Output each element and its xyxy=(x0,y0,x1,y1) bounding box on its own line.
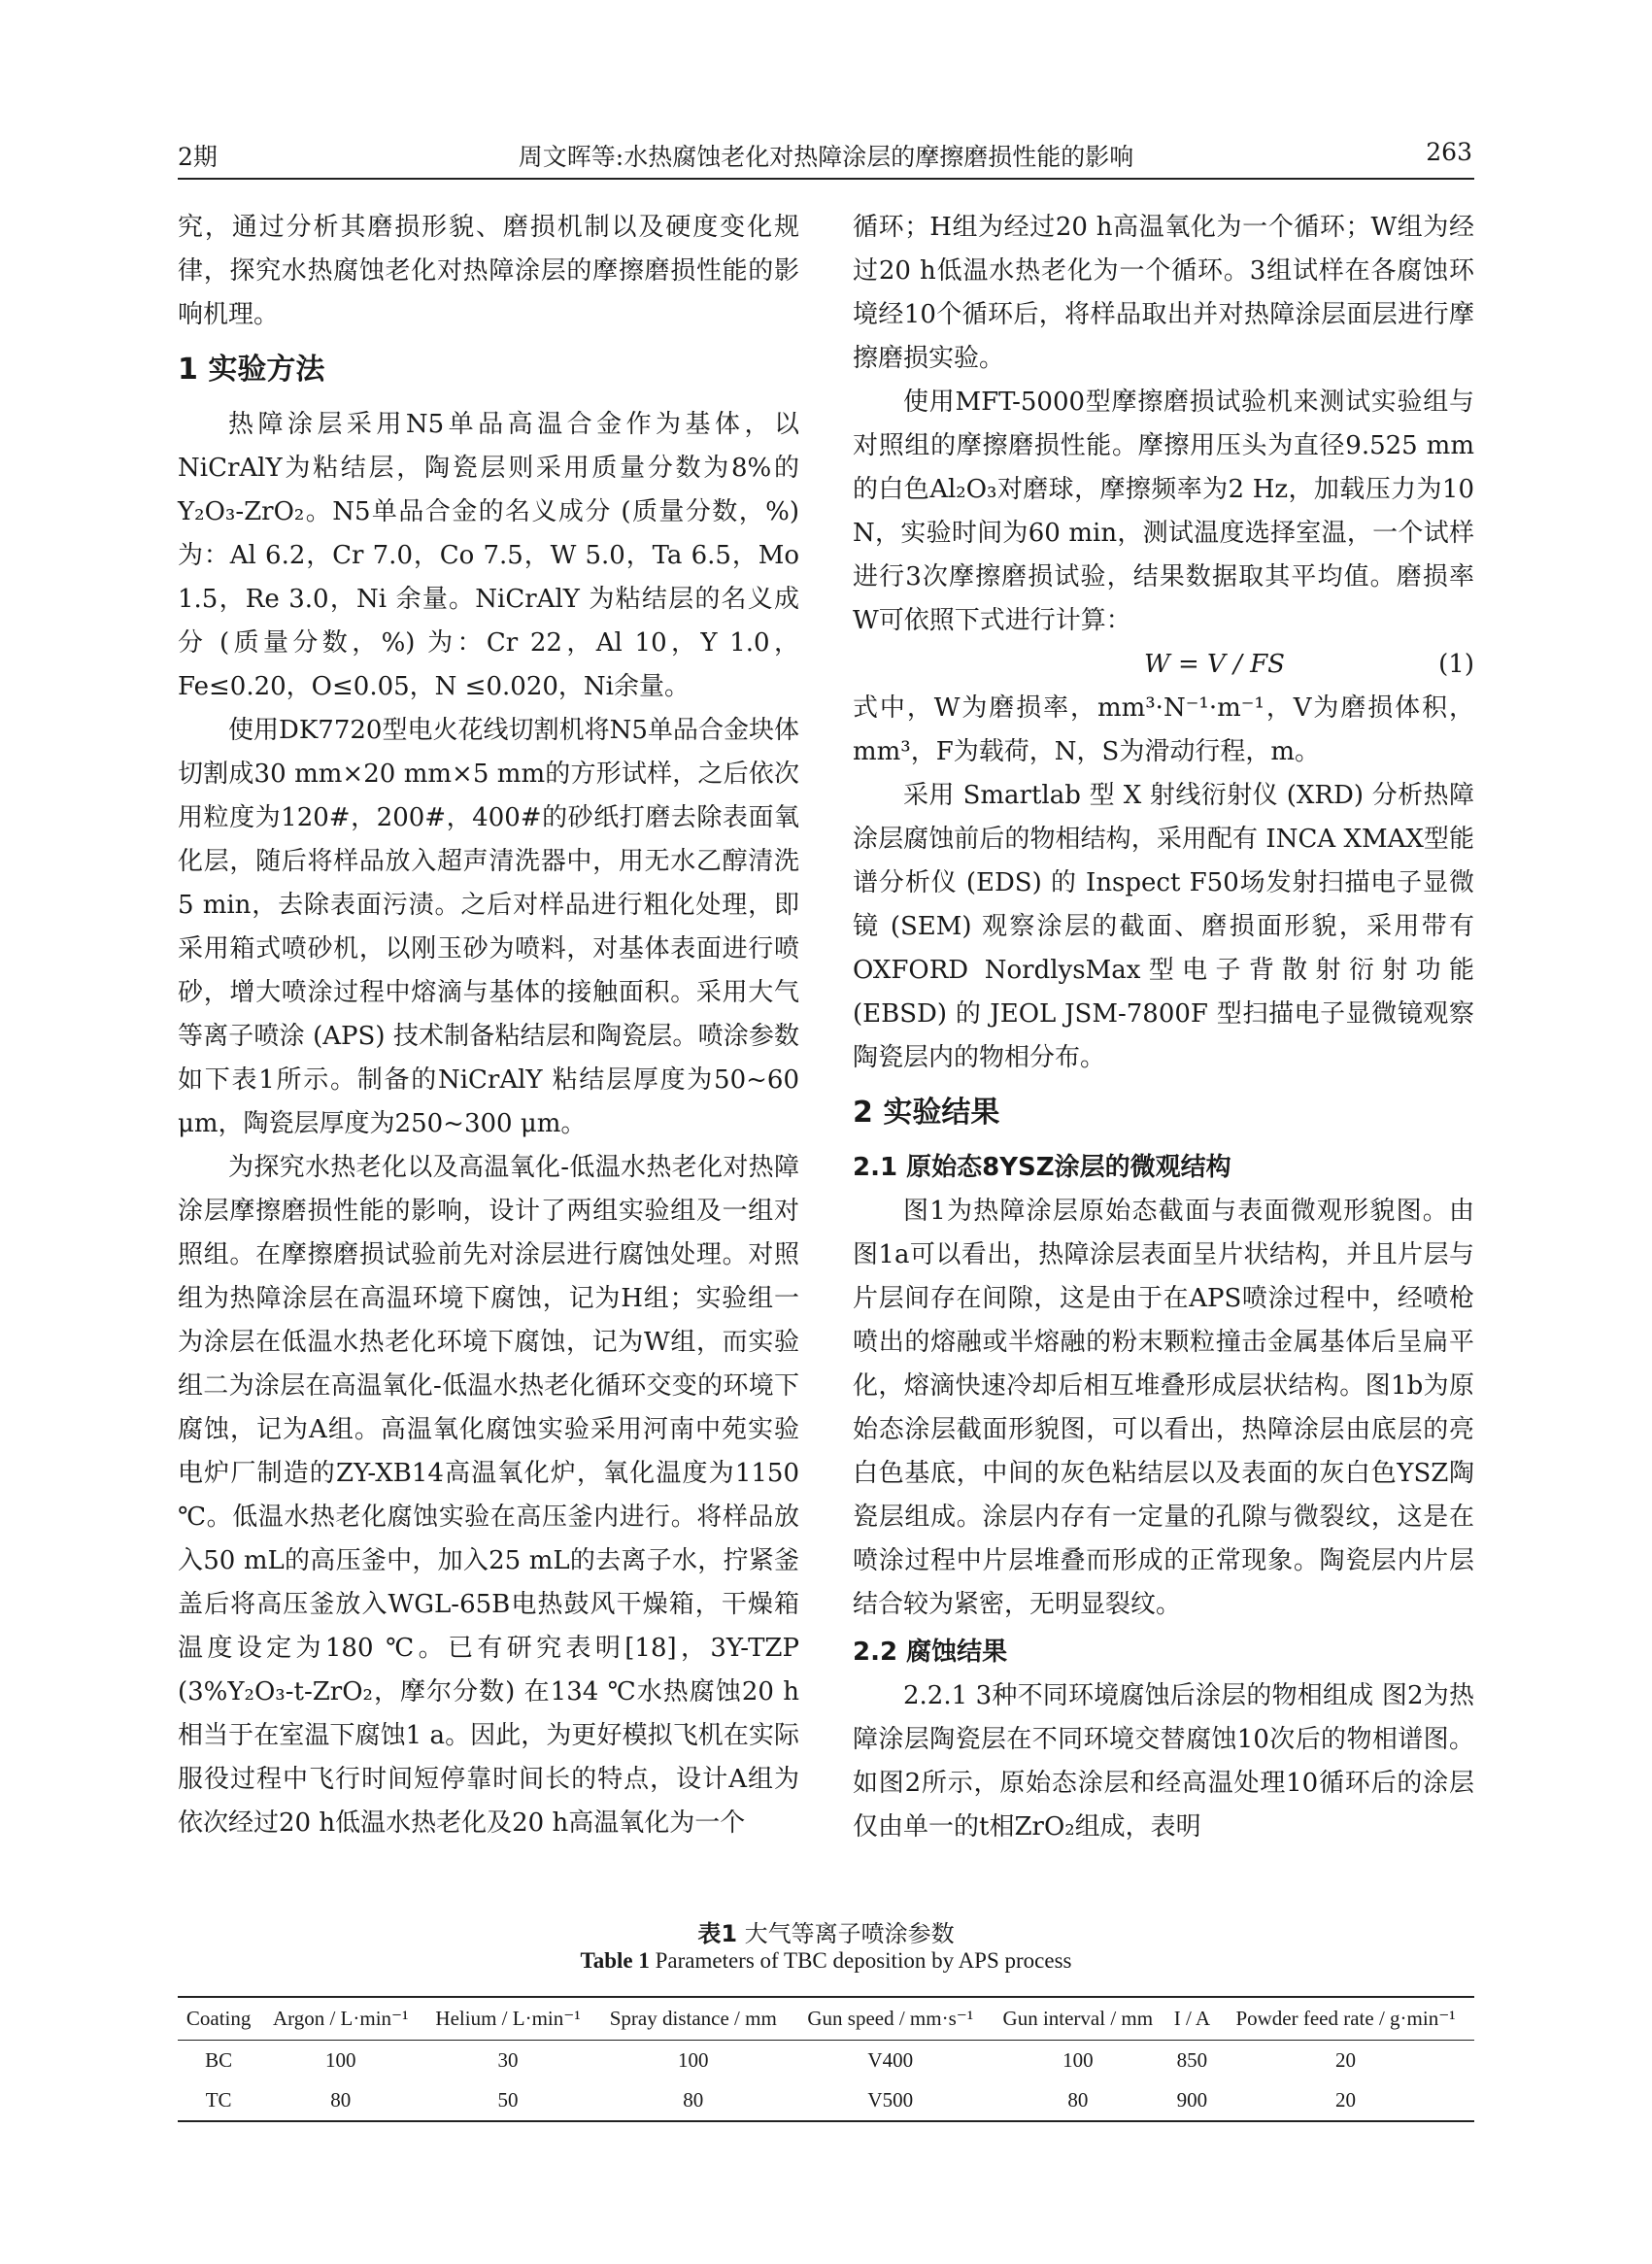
right-column xyxy=(853,206,1474,1849)
paragraph-microstructure: 图1为热障涂层原始态截面与表面微观形貌图。由图1a可以看出，热障涂层表面呈片状结构，并且片层与片层间存在间隙，这是由于在APS喷涂过程中，经喷枪喷出的熔融或半熔融的粉末颗粒撞击金属基体后呈扁平化，熔滴快速冷却后相互堆叠形成层状结构。图1b为原始态涂层截面形貌图，可以看出，热障涂层由底层的亮白色基底，中间的灰色粘结层以及表面的灰白色YSZ陶瓷层组成。涂层内存有一定量的孔隙与微裂纹，这是在喷涂过程中片层堆叠而形成的正常现象。陶瓷层内片层结合较为紧密，无明显裂纹。 xyxy=(853,1197,1474,1619)
equation-expression: W = V / FS xyxy=(1144,650,1285,679)
equation-number: (1) xyxy=(1438,650,1474,679)
table-cell: 100 xyxy=(324,2048,356,2072)
table-1 xyxy=(178,1996,1474,2122)
intro-tail-paragraph: 究，通过分析其磨损形貌、磨损机制以及硬度变化规律，探究水热腐蚀老化对热障涂层的摩擦磨损性能的影响机理。 xyxy=(178,213,799,329)
col-header-gun-interval: Gun interval / mm xyxy=(1002,2007,1154,2030)
col-header-spray-distance: Spray distance / mm xyxy=(609,2007,777,2030)
paragraph-phase-composition: 2.2.1 3种不同环境腐蚀后涂层的物相组成 图2为热障涂层陶瓷层在不同环境交替腐蚀10次后的物相谱图。如图2所示，原始态涂层和经高温处理10循环后的涂层仅由单一的t相ZrO₂组成，表明 xyxy=(853,1681,1474,1842)
table-cell: 100 xyxy=(678,2048,709,2072)
paragraph-equation-symbols: 式中，W为磨损率，mm³·N⁻¹·m⁻¹，V为磨损体积，mm³，F为载荷，N，S为滑动行程，m。 xyxy=(853,693,1474,766)
table-cell: BC xyxy=(205,2048,233,2072)
section-1-heading: 1 实验方法 xyxy=(178,353,325,387)
section-2-heading: 2 实验结果 xyxy=(853,1096,1000,1130)
col-header-gun-speed: Gun speed / mm·s⁻¹ xyxy=(807,2007,974,2030)
paragraph-wear-test: 使用MFT-5000型摩擦磨损试验机来测试实验组与对照组的摩擦磨损性能。摩擦用压头为直径9.525 mm的白色Al₂O₃对磨球，摩擦频率为2 Hz，加载压力为10 N，实验时间为60 min，测试温度选择室温，一个试样进行3次摩擦磨损试验，结果数据取其平均值。磨损率W可依照下式进行计算： xyxy=(853,388,1474,635)
paragraph-continuation: 循环；H组为经过20 h高温氧化为一个循环；W组为经过20 h低温水热老化为一个循环。3组试样在各腐蚀环境经10个循环后，将样品取出并对热障涂层面层进行摩擦磨损实验。 xyxy=(853,213,1474,373)
table-cell: 30 xyxy=(497,2048,519,2072)
col-header-coating: Coating xyxy=(185,2007,252,2030)
table-cell: TC xyxy=(205,2088,232,2112)
col-header-current: I / A xyxy=(1173,2007,1211,2030)
issue-label: 2期 xyxy=(178,143,218,171)
paragraph-corrosion-design: 为探究水热老化以及高温氧化-低温水热老化对热障涂层摩擦磨损性能的影响，设计了两组实验组及一组对照组。在摩擦磨损试验前先对涂层进行腐蚀处理。对照组为热障涂层在高温环境下腐蚀，记为H组；实验组一为涂层在低温水热老化环境下腐蚀，记为W组，而实验组二为涂层在高温氧化-低温水热老化循环交变的环境下腐蚀，记为A组。高温氧化腐蚀实验采用河南中苑实验电炉厂制造的ZY-XB14高温氧化炉，氧化温度为1150 ℃。低温水热老化腐蚀实验在高压釜内进行。将样品放入50 mL的高压釜中，加入25 mL的去离子水，拧紧釜盖后将高压釜放入WGL-65B电热鼓风干燥箱，干燥箱温度设定为180 ℃。已有研究表明[18]，3Y-TZP (3%Y₂O₃-t-ZrO₂，摩尔分数) 在134 ℃水热腐蚀20 h相当于在室温下腐蚀1 a。因此，为更好模拟飞机在实际服役过程中飞行时间短停靠时间长的特点，设计A组为依次经过20 h低温水热老化及20 h高温氧化为一个 xyxy=(178,1153,799,1838)
table-row xyxy=(178,2041,1474,2081)
table-1-caption-en xyxy=(0,1948,1652,1974)
table-header-row xyxy=(178,1997,1474,2041)
paragraph-materials: 热障涂层采用N5单品高温合金作为基体，以NiCrAlY为粘结层，陶瓷层则采用质量分数为8%的Y₂O₃-ZrO₂。N5单品合金的名义成分 (质量分数，%) 为：Al 6.2，Cr 7.0，Co 7.5，W 5.0，Ta 6.5，Mo 1.5，Re 3.0，Ni 余量。NiCrAlY 为粘结层的名义成分 (质量分数，%) 为：Cr 22，Al 10，Y 1.0，Fe≤0.20，O≤0.05，N ≤0.020，Ni余量。 xyxy=(178,410,799,701)
header-rule xyxy=(178,178,1474,180)
table-row xyxy=(178,2080,1474,2121)
table-cell: 100 xyxy=(1062,2048,1094,2072)
col-header-powder-feed-rate: Powder feed rate / g·min⁻¹ xyxy=(1235,2007,1456,2030)
table-cell: 850 xyxy=(1176,2048,1208,2072)
table-1-title-en: Parameters of TBC deposition by APS process xyxy=(655,1948,1072,1973)
table-1-label-cn: 表1 xyxy=(697,1920,738,1947)
equation-1 xyxy=(853,643,1474,687)
paragraph-characterization: 采用 Smartlab 型 X 射线衍射仪 (XRD) 分析热障涂层腐蚀前后的物相结构，采用配有 INCA XMAX型能谱分析仪 (EDS) 的 Inspect F50场发射扫描电子显微镜 (SEM) 观察涂层的截面、磨损面形貌，采用带有OXFORD NordlysMax型电子背散射衍射功能 (EBSD) 的 JEOL JSM-7800F 型扫描电子显微镜观察陶瓷层内的物相分布。 xyxy=(853,781,1474,1072)
paragraph-sample-prep: 使用DK7720型电火花线切割机将N5单品合金块体切割成30 mm×20 mm×5 mm的方形试样，之后依次用粒度为120#，200#，400#的砂纸打磨去除表面氧化层，随后将样品放入超声清洗器中，用无水乙醇清洗5 min，去除表面污渍。之后对样品进行粗化处理，即采用箱式喷砂机，以刚玉砂为喷料，对基体表面进行喷砂，增大喷涂过程中熔滴与基体的接触面积。采用大气等离子喷涂 (APS) 技术制备粘结层和陶瓷层。喷涂参数如下表1所示。制备的NiCrAlY 粘结层厚度为50~60 μm，陶瓷层厚度为250~300 μm。 xyxy=(178,716,799,1138)
col-header-helium: Helium / L·min⁻¹ xyxy=(435,2007,581,2030)
col-header-argon: Argon / L·min⁻¹ xyxy=(272,2007,409,2030)
table-1-label-en: Table 1 xyxy=(580,1948,650,1973)
table-cell: 80 xyxy=(330,2088,352,2112)
table-cell: 80 xyxy=(683,2088,704,2112)
table-cell: 20 xyxy=(1335,2048,1357,2072)
subsection-2-1-heading: 2.1 原始态8YSZ涂层的微观结构 xyxy=(853,1153,1231,1182)
subsection-2-2-heading: 2.2 腐蚀结果 xyxy=(853,1638,1008,1667)
table-cell: V500 xyxy=(867,2088,914,2112)
table-1-title-cn: 大气等离子喷涂参数 xyxy=(744,1920,955,1947)
table-cell: 50 xyxy=(497,2088,519,2112)
table-cell: 900 xyxy=(1176,2088,1208,2112)
table-cell: 80 xyxy=(1067,2088,1089,2112)
table-cell: 20 xyxy=(1335,2088,1357,2112)
page-number: 263 xyxy=(1426,138,1472,166)
running-title: 周文晖等:水热腐蚀老化对热障涂层的摩擦磨损性能的影响 xyxy=(518,143,1134,171)
left-column xyxy=(178,206,799,1845)
table-1-caption-cn xyxy=(0,1914,1652,1948)
table-cell: V400 xyxy=(867,2048,914,2072)
